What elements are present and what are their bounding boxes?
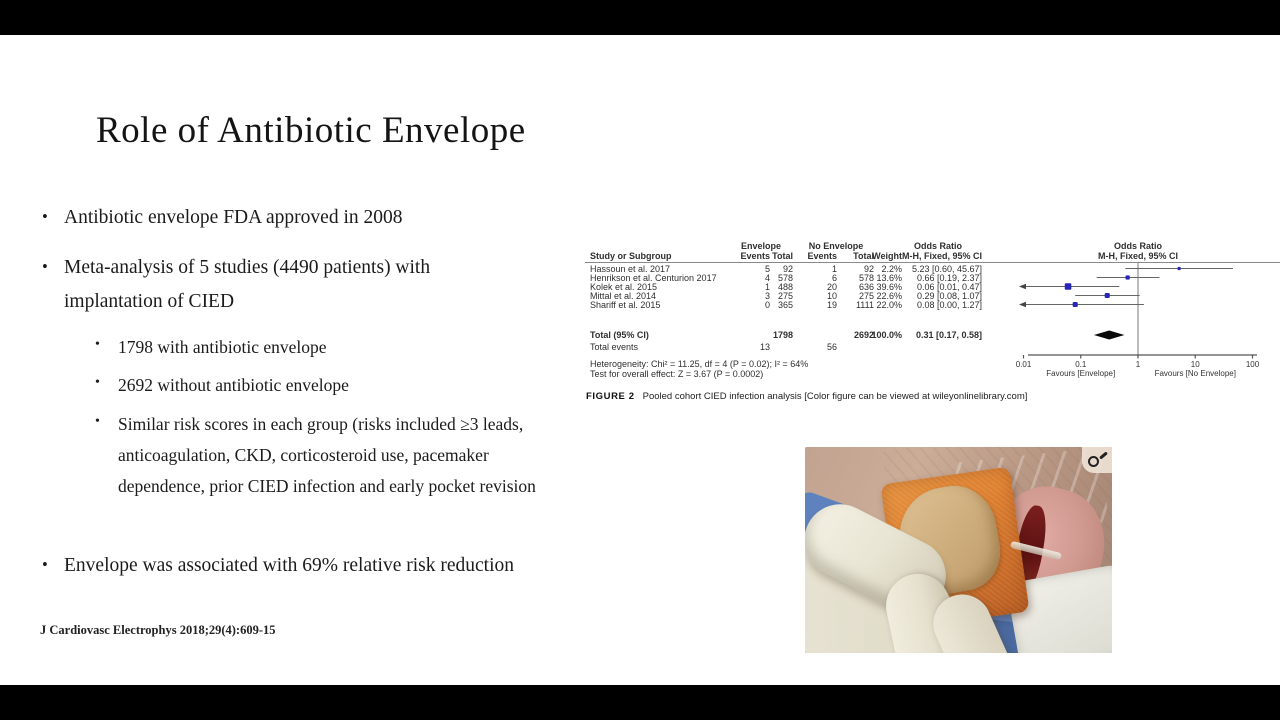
table-header-row [585, 251, 1280, 261]
study-row-shariff [585, 300, 1280, 310]
cell-noenv-events: 19 [826, 300, 837, 310]
cell-env-total: 365 [777, 300, 793, 310]
header-or-ci: M-H, Fixed, 95% CI [901, 251, 982, 261]
overall-effect-note: Test for overall effect: Z = 3.67 (P = 0.0002) [590, 369, 764, 379]
column-group-no-envelope: No Envelope [808, 241, 864, 251]
figure-caption [586, 391, 1027, 402]
cell-weight: 39.6% [876, 282, 902, 292]
total-env-total: 1798 [772, 330, 793, 340]
header-plot-or-ci: M-H, Fixed, 95% CI [1097, 251, 1178, 261]
cell-study: Henrikson et al. Centurion 2017 [590, 273, 717, 283]
cell-study: Hassoun et al. 2017 [590, 264, 671, 274]
sub-bullet-risk-scores: • Similar risk scores in each group (risks included ≥3 leads, anticoagulation, CKD, corticosteroid use, pacemaker dependence, prior CIED infection and early pocket revision [118, 409, 558, 502]
cell-or-ci: 0.08 [0.00, 1.27] [916, 300, 982, 310]
magnifier-lens [1088, 456, 1099, 467]
cell-noenv-total: 578 [858, 273, 874, 283]
total-or-ci: 0.31 [0.17, 0.58] [915, 330, 982, 340]
bullet-fda-approval: • Antibiotic envelope FDA approved in 2008 [64, 201, 403, 235]
presentation-slide [0, 35, 1280, 685]
heterogeneity-note: Heterogeneity: Chi² = 11.25, df = 4 (P = 0.02); I² = 64% [590, 359, 809, 369]
total-events-label: Total events [590, 342, 639, 352]
cell-noenv-total: 92 [863, 264, 874, 274]
cell-noenv-total: 1111 [855, 300, 874, 310]
cell-or-ci: 0.06 [0.01, 0.47] [916, 282, 982, 292]
svg-text:10: 10 [1190, 360, 1200, 369]
cell-weight: 2.2% [881, 264, 902, 274]
header-env-events: Events [740, 251, 770, 261]
cell-study: Mittal et al. 2014 [590, 291, 657, 301]
cell-or-ci: 5.23 [0.60, 45.67] [911, 264, 982, 274]
sub-bullet-without-envelope: • 2692 without antibiotic envelope [118, 370, 349, 401]
total-weight: 100.0% [871, 330, 902, 340]
forest-plot-figure [585, 238, 1280, 413]
header-noenv-events: Events [807, 251, 837, 261]
cell-weight: 22.0% [876, 300, 902, 310]
header-divider [585, 262, 1280, 263]
svg-text:1: 1 [1135, 360, 1141, 369]
citation: J Cardiovasc Electrophys 2018;29(4):609-15 [40, 623, 276, 637]
header-study: Study or Subgroup [590, 251, 672, 261]
bullet-meta-analysis: • Meta-analysis of 5 studies (4490 patients) with implantation of CIED [64, 251, 526, 320]
cell-env-total: 578 [777, 273, 793, 283]
cell-study: Kolek et al. 2015 [590, 282, 658, 292]
total-events-noenv: 56 [826, 342, 837, 352]
cell-noenv-events: 20 [826, 282, 837, 292]
cell-weight: 22.6% [876, 291, 902, 301]
cell-study: Shariff et al. 2015 [590, 300, 661, 310]
total-events-env: 13 [759, 342, 770, 352]
cell-noenv-total: 636 [858, 282, 874, 292]
magnifier-handle [1099, 451, 1108, 459]
figure-caption-text: Pooled cohort CIED infection analysis [Color figure can be viewed at wileyonlinelibrary.com] [642, 391, 1028, 402]
total-events-row [585, 342, 1280, 352]
plot-group-odds-ratio: Odds Ratio [1113, 241, 1162, 251]
surgical-photo [805, 447, 1112, 653]
slide-title: Role of Antibiotic Envelope [96, 110, 526, 151]
column-group-odds-ratio: Odds Ratio [913, 241, 962, 251]
cell-env-events: 1 [764, 282, 770, 292]
header-env-total: Total [772, 251, 793, 261]
figure-caption-label: FIGURE 2 [586, 391, 635, 402]
header-weight: Weight [872, 251, 902, 261]
total-row [585, 330, 1280, 340]
cell-env-total: 275 [777, 291, 793, 301]
cell-noenv-events: 1 [831, 264, 837, 274]
header-noenv-total: Total [853, 251, 874, 261]
total-label: Total (95% CI) [590, 330, 649, 340]
svg-text:100: 100 [1245, 360, 1260, 369]
total-noenv-total: 2692 [853, 330, 874, 340]
column-group-envelope: Envelope [740, 241, 781, 251]
svg-text:0.1: 0.1 [1075, 360, 1087, 369]
svg-text:0.01: 0.01 [1015, 360, 1032, 369]
sub-bullet-with-envelope: • 1798 with antibiotic envelope [118, 332, 327, 363]
svg-text:Favours [Envelope]: Favours [Envelope] [1046, 369, 1116, 378]
cell-env-events: 4 [764, 273, 770, 283]
cell-env-total: 92 [782, 264, 793, 274]
cell-env-events: 3 [764, 291, 770, 301]
cell-noenv-events: 10 [826, 291, 837, 301]
cell-env-events: 5 [764, 264, 770, 274]
cell-or-ci: 0.66 [0.19, 2.37] [916, 273, 982, 283]
cell-env-total: 488 [777, 282, 793, 292]
cell-or-ci: 0.29 [0.08, 1.07] [916, 291, 982, 301]
cell-noenv-total: 275 [858, 291, 874, 301]
cell-noenv-events: 6 [831, 273, 837, 283]
cell-weight: 13.6% [876, 273, 902, 283]
svg-text:Favours [No Envelope]: Favours [No Envelope] [1154, 369, 1236, 378]
magnifier-icon [1082, 447, 1112, 473]
cell-env-events: 0 [764, 300, 770, 310]
bullet-risk-reduction: • Envelope was associated with 69% relative risk reduction [64, 549, 534, 583]
